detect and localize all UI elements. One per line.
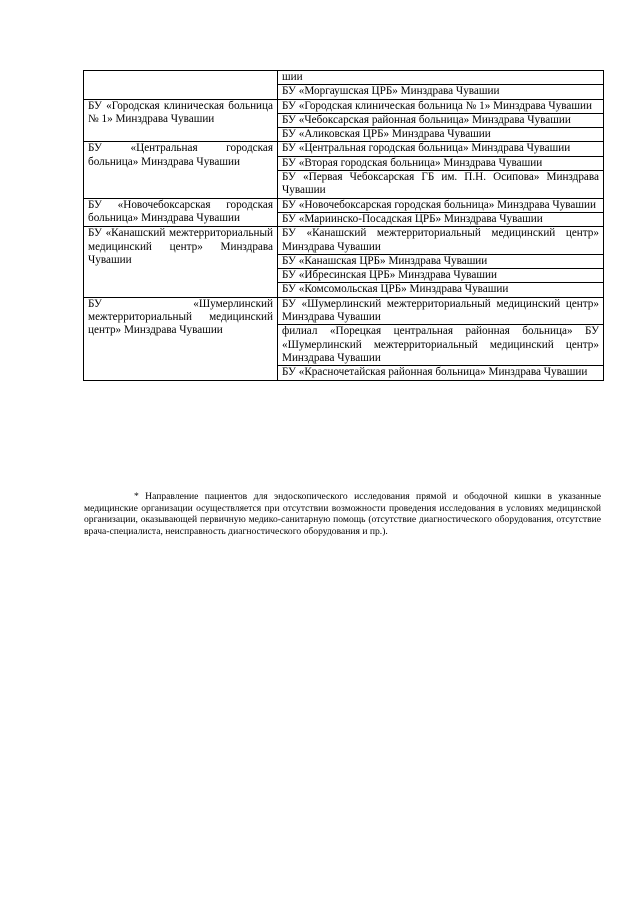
left-cell: БУ «Городская клиническая больница № 1» Минздрава Чувашии [84,99,278,142]
left-cell: БУ «Центральная городская больница» Минздрава Чувашии [84,142,278,198]
table-row [84,198,604,212]
right-cell: БУ «Красночетайская районная больница» Минздрава Чувашии [278,366,604,380]
right-cell: БУ «Городская клиническая больница № 1» Минздрава Чувашии [278,99,604,113]
right-cell: БУ «Аликовская ЦРБ» Минздрава Чувашии [278,128,604,142]
right-cell: БУ «Вторая городская больница» Минздрава Чувашии [278,156,604,170]
left-cell: БУ «Шумерлинский межтерриториальный медицинский центр» Минздрава Чувашии [84,297,278,380]
right-cell: филиал «Порецкая центральная районная больница» БУ «Шумерлинский межтерриториальный медицинский центр» Минздрава Чувашии [278,325,604,366]
footnote: * Направление пациентов для эндоскопического исследования прямой и ободочной кишки в указанные медицинские организации осуществляется при отсутствии возможности проведения исследования в условиях медицинской организации, оказывающей первичную медико-санитарную помощь (отсутствие диагностического оборудования, отсутствие врача-специалиста, неисправность диагностического оборудования и пр.). [84,491,601,537]
right-cell: БУ «Моргаушская ЦРБ» Минздрава Чувашии [278,85,604,99]
right-cell: БУ «Канашский межтерриториальный медицинский центр» Минздрава Чувашии [278,227,604,255]
left-cell: БУ «Новочебоксарская городская больница» Минздрава Чувашии [84,198,278,227]
left-cell [84,71,278,100]
table-row [84,142,604,156]
right-cell: БУ «Чебоксарская районная больница» Минздрава Чувашии [278,113,604,127]
left-cell: БУ «Канашский межтерриториальный медицинский центр» Минздрава Чувашии [84,227,278,297]
right-cell: БУ «Мариинско-Посадская ЦРБ» Минздрава Чувашии [278,212,604,226]
right-cell: БУ «Канашская ЦРБ» Минздрава Чувашии [278,254,604,268]
right-cell: шии [278,71,604,85]
right-cell: БУ «Центральная городская больница» Минздрава Чувашии [278,142,604,156]
table-row [84,227,604,255]
right-cell: БУ «Комсомольская ЦРБ» Минздрава Чувашии [278,283,604,297]
table-row [84,71,604,85]
table-row [84,297,604,325]
organizations-table [83,70,604,381]
right-cell: БУ «Новочебоксарская городская больница» Минздрава Чувашии [278,198,604,212]
table-row [84,99,604,113]
right-cell: БУ «Ибресинская ЦРБ» Минздрава Чувашии [278,269,604,283]
right-cell: БУ «Шумерлинский межтерриториальный медицинский центр» Минздрава Чувашии [278,297,604,325]
right-cell: БУ «Первая Чебоксарская ГБ им. П.Н. Осипова» Минздрава Чувашии [278,171,604,199]
